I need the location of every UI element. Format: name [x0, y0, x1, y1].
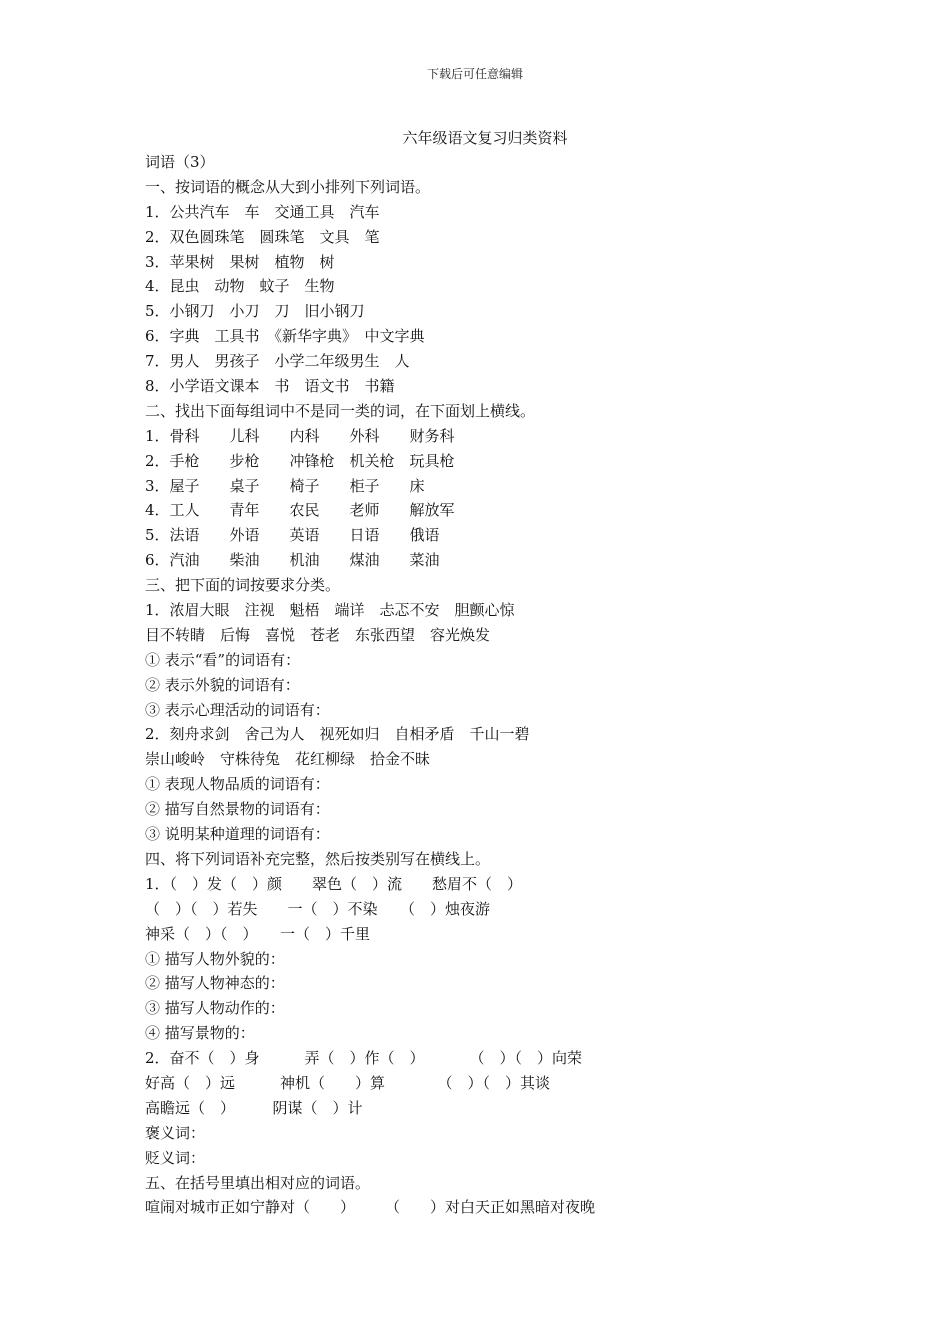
text-line: 一、按词语的概念从大到小排列下列词语。: [145, 177, 431, 196]
text-line: 8．小学语文课本 书 语文书 书籍: [145, 377, 395, 396]
text-line: 1．浓眉大眼 注视 魁梧 端详 忐忑不安 胆颤心惊: [145, 601, 515, 620]
text-line: 3．苹果树 果树 植物 树: [145, 252, 335, 271]
text-line: 好高（ ）远 神机（ ）算 （ ）（ ）其谈: [145, 1073, 551, 1092]
text-line: 5．小钢刀 小刀 刀 旧小钢刀: [145, 302, 365, 321]
text-line: ② 描写自然景物的词语有：: [145, 800, 330, 819]
text-line: 褒义词：: [145, 1123, 206, 1142]
text-line: 二、找出下面每组词中不是同一类的词，在下面划上横线。: [145, 401, 536, 420]
text-line: 目不转睛 后悔 喜悦 苍老 东张西望 容光焕发: [145, 625, 491, 644]
document-body: [145, 150, 865, 1220]
text-line: 1．（ ）发（ ）颜 翠色（ ）流 愁眉不（ ）: [145, 874, 523, 893]
text-line: 4．昆虫 动物 蚊子 生物: [145, 277, 335, 296]
text-line: ① 表示“看”的词语有：: [145, 650, 301, 669]
text-line: 1．骨科 儿科 内科 外科 财务科: [145, 426, 455, 445]
text-line: 2．双色圆珠笔 圆珠笔 文具 笔: [145, 227, 380, 246]
text-line: 五、在括号里填出相对应的词语。: [145, 1173, 371, 1192]
text-line: ④ 描写景物的：: [145, 1024, 255, 1043]
text-line: ③ 描写人物动作的：: [145, 999, 285, 1018]
text-line: 1．公共汽车 车 交通工具 汽车: [145, 202, 380, 221]
text-line: 三、把下面的词按要求分类。: [145, 576, 341, 595]
text-line: ② 表示外貌的词语有：: [145, 675, 300, 694]
text-line: ① 表现人物品质的词语有：: [145, 775, 330, 794]
text-line: 四、将下列词语补充完整，然后按类别写在横线上。: [145, 849, 491, 868]
document-title: 六年级语文复习归类资料: [402, 129, 568, 147]
text-line: 神采（ ）（ ） 一（ ）千里: [145, 924, 371, 943]
text-line: 7．男人 男孩子 小学二年级男生 人: [145, 352, 410, 371]
text-line: 2．奋不（ ）身 弄（ ）作（ ） （ ）（ ）向荣: [145, 1049, 583, 1068]
text-line: 4．工人 青年 农民 老师 解放军: [145, 501, 455, 520]
text-line: 词语（3）: [145, 153, 215, 171]
text-line: 3．屋子 桌子 椅子 柜子 床: [145, 476, 425, 495]
text-line: ③ 表示心理活动的词语有：: [145, 700, 330, 719]
text-line: ③ 说明某种道理的词语有：: [145, 825, 330, 844]
text-line: 5．法语 外语 英语 日语 俄语: [145, 526, 440, 545]
text-line: 6．字典 工具书 《新华字典》 中文字典: [145, 327, 425, 346]
text-line: （ ）（ ）若失 一（ ）不染 （ ）烛夜游: [145, 899, 491, 918]
text-line: ② 描写人物神态的：: [145, 974, 285, 993]
text-line: 2．手枪 步枪 冲锋枪 机关枪 玩具枪: [145, 451, 455, 470]
text-line: 崇山峻岭 守株待兔 花红柳绿 拾金不昧: [145, 750, 431, 769]
header-note: 下载后可任意编辑: [426, 67, 523, 81]
text-line: ① 描写人物外貌的：: [145, 949, 285, 968]
text-line: 高瞻远（ ） 阴谋（ ）计: [145, 1098, 363, 1117]
text-line: 贬义词：: [145, 1148, 206, 1167]
text-line: 喧闹对城市正如宁静对（ ） （ ）对白天正如黑暗对夜晚: [145, 1198, 596, 1217]
text-line: 6．汽油 柴油 机油 煤油 菜油: [145, 551, 440, 570]
text-line: 2．刻舟求剑 舍己为人 视死如归 自相矛盾 千山一碧: [145, 725, 530, 744]
